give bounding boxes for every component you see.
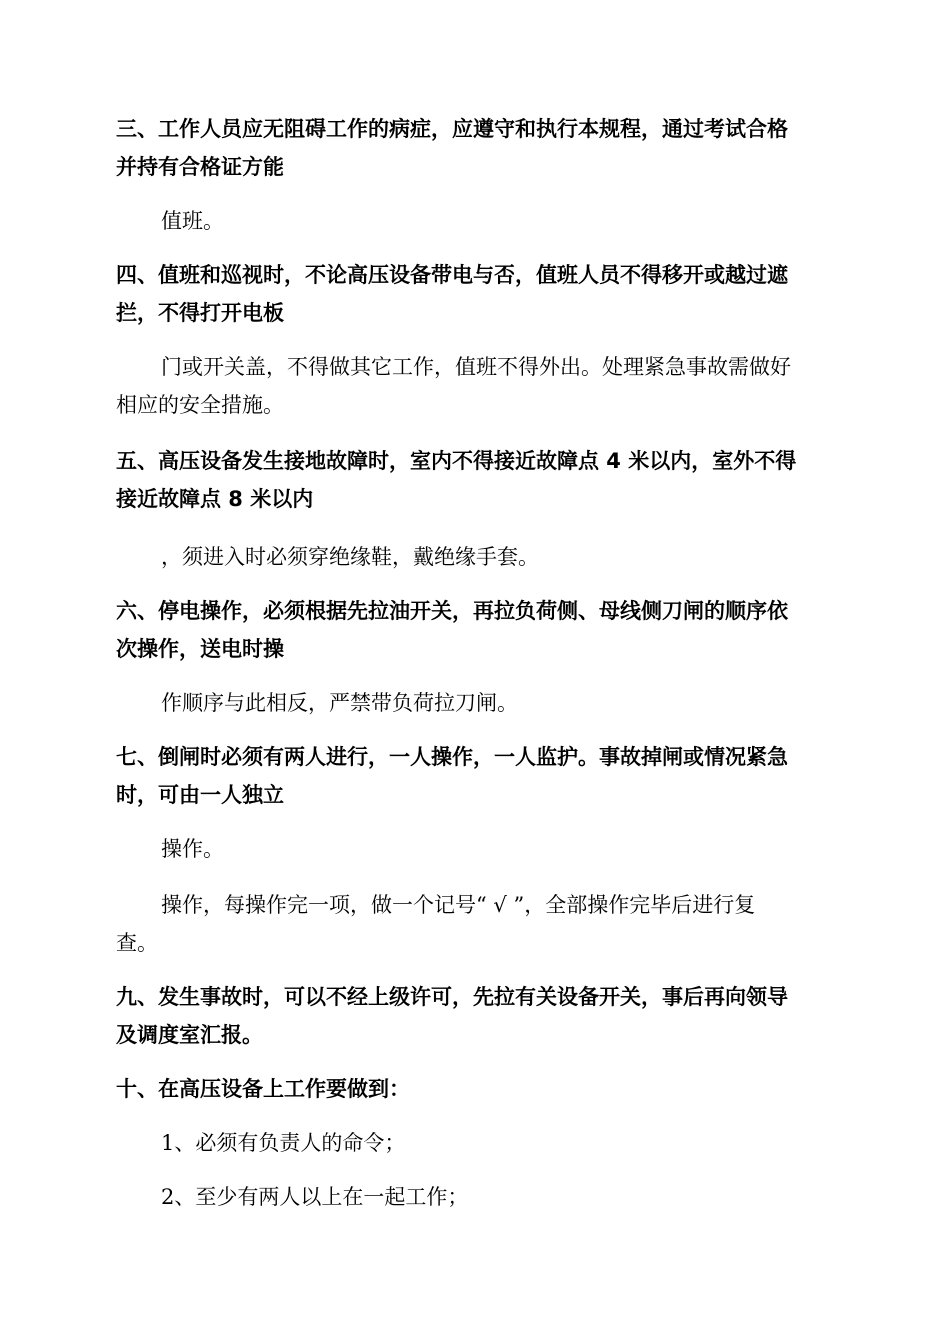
clause-6-continuation: 作顺序与此相反，严禁带负荷拉刀闸。 (161, 691, 518, 715)
clause-10-item-2: 2、至少有两人以上在一起工作； (161, 1185, 469, 1209)
clause-9-line-1: 九、发生事故时，可以不经上级许可，先拉有关设备开关，事后再向领导 (116, 985, 788, 1009)
clause-7-continuation-2: 操作，每操作完一项，做一个记号“ √ ”，全部操作完毕后进行复 (161, 893, 756, 917)
clause-5-continuation: ，须进入时必须穿绝缘鞋，戴绝缘手套。 (161, 545, 539, 569)
clause-4-line-2: 拦，不得打开电板 (116, 301, 284, 325)
clause-10-item-1: 1、必须有负责人的命令； (161, 1131, 406, 1155)
clause-3-line-2: 并持有合格证方能 (116, 155, 284, 179)
clause-6-line-2: 次操作，送电时操 (116, 637, 284, 661)
clause-7-continuation-1: 操作。 (161, 837, 224, 861)
clause-7-line-2: 时，可由一人独立 (116, 783, 284, 807)
clause-7-line-1: 七、倒闸时必须有两人进行，一人操作，一人监护。事故掉闸或情况紧急 (116, 745, 788, 769)
clause-3-line-1: 三、工作人员应无阻碍工作的病症，应遵守和执行本规程，通过考试合格 (116, 117, 788, 141)
clause-7-continuation-3: 查。 (116, 931, 158, 955)
clause-4-continuation-2: 相应的安全措施。 (116, 393, 284, 417)
clause-6-line-1: 六、停电操作，必须根据先拉油开关，再拉负荷侧、母线侧刀闸的顺序依 (116, 599, 788, 623)
clause-5-line-1: 五、高压设备发生接地故障时，室内不得接近故障点 4 米以内，室外不得 (116, 449, 797, 473)
clause-5-line-2: 接近故障点 8 米以内 (116, 487, 314, 511)
clause-10-heading: 十、在高压设备上工作要做到： (116, 1077, 410, 1101)
clause-4-continuation-1: 门或开关盖，不得做其它工作，值班不得外出。处理紧急事故需做好 (161, 355, 791, 379)
clause-9-line-2: 及调度室汇报。 (116, 1023, 263, 1047)
clause-3-continuation: 值班。 (161, 209, 224, 233)
clause-4-line-1: 四、值班和巡视时，不论高压设备带电与否，值班人员不得移开或越过遮 (116, 263, 788, 287)
